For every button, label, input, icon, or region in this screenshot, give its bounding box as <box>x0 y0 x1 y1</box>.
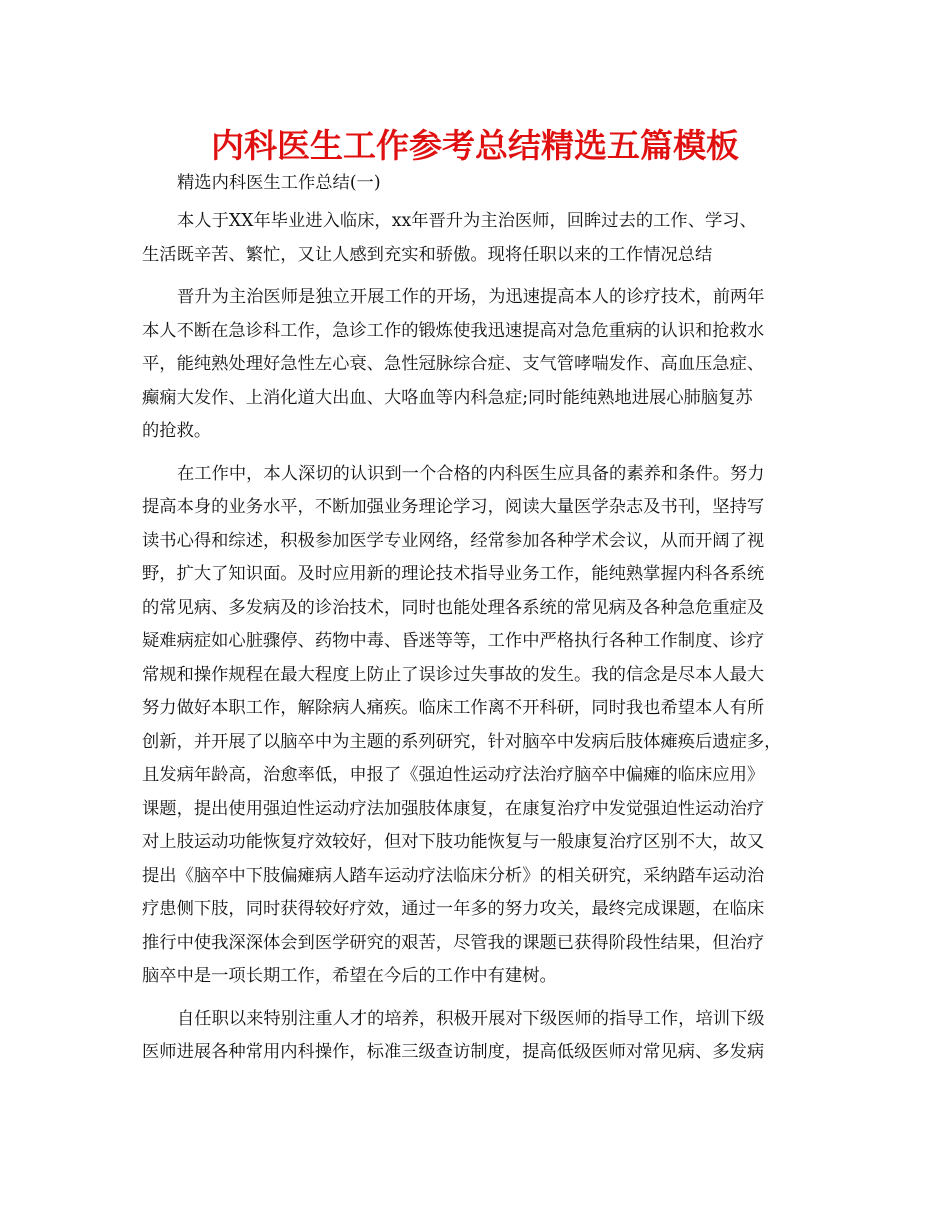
paragraph-line: 野，扩大了知识面。及时应用新的理论技术指导业务工作，能纯熟掌握内科各系统 <box>142 564 765 584</box>
paragraph-line: 读书心得和综述，积极参加医学专业网络，经常参加各种学术会议，从而开阔了视 <box>142 530 765 551</box>
section-subheading: 精选内科医生工作总结(一) <box>177 173 381 193</box>
paragraph-line: 提高本身的业务水平，不断加强业务理论学习，阅读大量医学杂志及书刊，坚持写 <box>142 497 765 517</box>
paragraph-line: 疗患侧下肢，同时获得较好疗效，通过一年多的努力攻关，最终完成课题，在临床 <box>142 899 765 919</box>
paragraph-line: 疑难病症如心脏骤停、药物中毒、昏迷等等，工作中严格执行各种工作制度、诊疗 <box>142 631 765 651</box>
paragraph-line: 医师进展各种常用内科操作，标准三级查访制度，提高低级医师对常见病、多发病 <box>142 1042 765 1062</box>
paragraph-line: 在工作中，本人深切的认识到一个合格的内科医生应具备的素养和条件。努力 <box>177 463 765 484</box>
paragraph-4 <box>142 1003 832 1070</box>
paragraph-line: 常规和操作规程在最大程度上防止了误诊过失事故的发生。我的信念是尽本人最大 <box>142 664 765 685</box>
paragraph-line: 的抢救。 <box>142 421 212 441</box>
document-title: 内科医生工作参考总结精选五篇模板 <box>211 126 739 165</box>
paragraph-line: 且发病年龄高，治愈率低，申报了《强迫性运动疗法治疗脑卒中偏瘫的临床应用》 <box>142 765 765 785</box>
paragraph-line: 努力做好本职工作，解除病人痛疾。临床工作离不开科研，同时我也希望本人有所 <box>142 698 765 718</box>
paragraph-line: 本人不断在急诊科工作，急诊工作的锻炼使我迅速提高对急危重病的认识和抢救水 <box>142 320 765 341</box>
paragraph-line: 晋升为主治医师是独立开展工作的开场，为迅速提高本人的诊疗技术，前两年 <box>177 287 765 307</box>
paragraph-line: 提出《脑卒中下肢偏瘫病人踏车运动疗法临床分析》的相关研究，采纳踏车运动治 <box>142 865 765 886</box>
paragraph-3 <box>142 458 832 994</box>
paragraph-line: 脑卒中是一项长期工作，希望在今后的工作中有建树。 <box>142 966 557 986</box>
paragraph-line: 推行中使我深深体会到医学研究的艰苦，尽管我的课题已获得阶段性结果，但治疗 <box>142 932 765 953</box>
paragraph-1 <box>142 205 832 272</box>
paragraph-line: 癫痫大发作、上消化道大出血、大咯血等内科急症;同时能纯熟地进展心肺脑复苏 <box>142 387 753 408</box>
paragraph-line: 自任职以来特别注重人才的培养，积极开展对下级医师的指导工作，培训下级 <box>177 1008 765 1029</box>
paragraph-line: 课题，提出使用强迫性运动疗法加强肢体康复，在康复治疗中发觉强迫性运动治疗 <box>142 798 765 819</box>
paragraph-line: 的常见病、多发病及的诊治技术，同时也能处理各系统的常见病及各种急危重症及 <box>142 597 765 618</box>
paragraph-2 <box>142 281 832 449</box>
paragraph-line: 生活既辛苦、繁忙，又让人感到充实和骄傲。现将任职以来的工作情况总结 <box>142 244 713 265</box>
paragraph-line: 本人于XX年毕业进入临床，xx年晋升为主治医师，回眸过去的工作、学习、 <box>177 211 757 231</box>
paragraph-line: 对上肢运动功能恢复疗效较好，但对下肢功能恢复与一般康复治疗区别不大，故又 <box>142 832 765 852</box>
paragraph-line: 平，能纯熟处理好急性左心衰、急性冠脉综合症、支气管哮喘发作、高血压急症、 <box>142 354 765 374</box>
document-body <box>142 168 832 1079</box>
paragraph-line: 创新，并开展了以脑卒中为主题的系列研究，针对脑卒中发病后肢体瘫痪后遗症多， <box>142 731 782 752</box>
